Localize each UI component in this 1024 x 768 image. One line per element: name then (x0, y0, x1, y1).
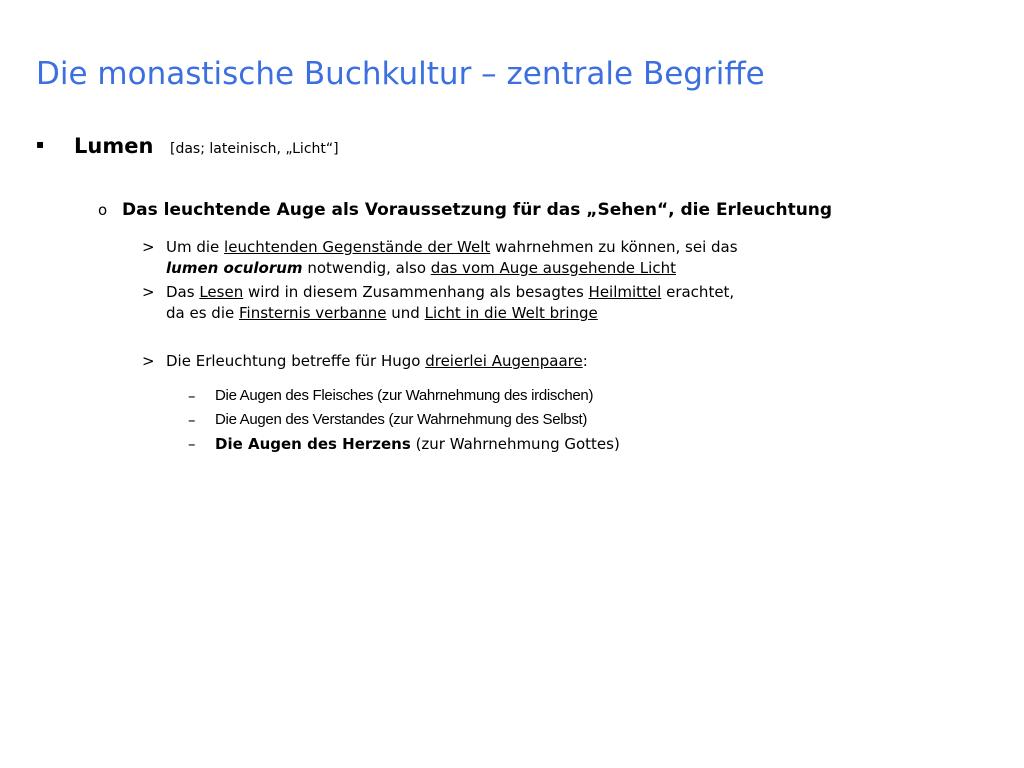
point-text (166, 237, 738, 279)
text-run: erachtet, (661, 283, 735, 301)
underlined-term: Lesen (199, 283, 244, 301)
text-run: Die Erleuchtung betreffe für Hugo (166, 352, 426, 370)
point-line (166, 351, 588, 372)
square-bullet-icon: ▪ (36, 137, 45, 151)
subheading-text: Das leuchtende Auge als Voraussetzung für das „Sehen“, die Erleuchtung (122, 200, 833, 220)
dash-bullet-icon: – (188, 411, 196, 429)
term-label: Lumen (74, 134, 154, 158)
point-text (166, 282, 734, 324)
text-run: Das (166, 283, 200, 301)
underlined-term: Finsternis verbanne (238, 304, 387, 322)
eyes-note: (zur Wahrnehmung des Selbst) (384, 411, 588, 428)
eyes-name: Die Augen des Herzens (215, 435, 411, 453)
point-line (166, 282, 734, 303)
term-gloss: [das; lateinisch, „Licht“] (170, 141, 339, 157)
circle-bullet-icon: o (98, 201, 108, 219)
point-line (166, 258, 738, 279)
eyes-text (215, 411, 587, 428)
slide-title: Die monastische Buchkultur – zentrale Begriffe (36, 56, 765, 92)
eyes-name: Die Augen des Verstandes (215, 411, 385, 428)
text-run: da es die (166, 304, 239, 322)
underlined-term: das vom Auge ausgehende Licht (430, 259, 676, 277)
point-line (166, 237, 738, 258)
eyes-name: Die Augen des Fleisches (215, 387, 374, 404)
point-line (166, 303, 734, 324)
point-text (166, 351, 588, 372)
underlined-term: Heilmittel (588, 283, 662, 301)
eyes-text (215, 387, 593, 404)
dash-bullet-icon: – (188, 435, 196, 453)
underlined-term: Licht in die Welt bringe (424, 304, 598, 322)
latin-term: lumen oculorum (166, 259, 303, 277)
eyes-note: (zur Wahrnehmung des irdischen) (373, 387, 594, 404)
text-run: : (582, 352, 588, 370)
eyes-note: (zur Wahrnehmung Gottes) (410, 435, 620, 453)
arrow-bullet-icon: > (142, 283, 155, 301)
arrow-bullet-icon: > (142, 352, 155, 370)
dash-bullet-icon: – (188, 387, 196, 405)
arrow-bullet-icon: > (142, 238, 155, 256)
underlined-term: leuchtenden Gegenstände der Welt (224, 238, 491, 256)
text-run: notwendig, also (302, 259, 431, 277)
eyes-text (215, 435, 620, 453)
text-run: wird in diesem Zusammenhang als besagtes (243, 283, 589, 301)
underlined-term: dreierlei Augenpaare (425, 352, 583, 370)
text-run: und (386, 304, 425, 322)
text-run: wahrnehmen zu können, sei das (490, 238, 738, 256)
text-run: Um die (166, 238, 225, 256)
